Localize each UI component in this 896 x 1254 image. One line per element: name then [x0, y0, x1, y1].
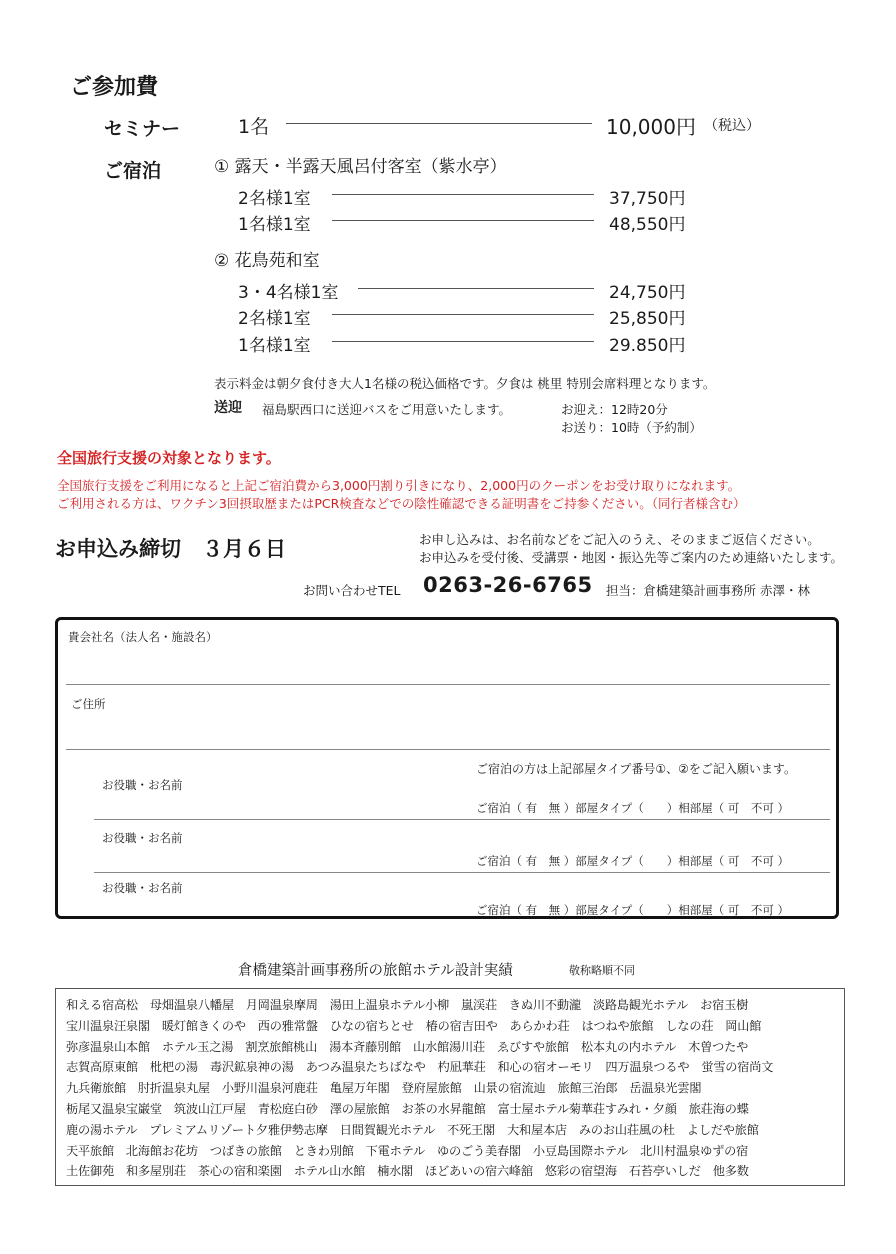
hotels-line: 鹿の湯ホテル プレミアムリゾート夕雅伊勢志摩 日間賀観光ホテル 不死王閣 大和屋本店 みのお山荘風の杜 よしだや旅館: [66, 1122, 759, 1137]
name-label-3: お役職・お名前: [102, 881, 183, 895]
stay-fields-1[interactable]: ご宿泊（ 有 無 ）部屋タイプ（ ）相部屋（ 可 不可 ）: [476, 801, 790, 815]
company-field[interactable]: [66, 684, 830, 685]
hotels-line: 宝川温泉汪泉閣 暖灯館きくのや 西の雅常盤 ひなの宿ちとせ 椿の宿吉田や あらかわ荘 はつねや旅館 しなの荘 岡山館: [66, 1018, 762, 1033]
room1-row2-price: 48,550円: [609, 215, 686, 235]
room2-row3-price: 29.850円: [609, 336, 686, 356]
leader-line: [286, 123, 592, 124]
room2-row1-price: 24,750円: [609, 283, 686, 303]
address-label: ご住所: [71, 697, 106, 711]
hotels-line: 栃尾又温泉宝巌堂 筑波山江戸屋 青松庭白砂 澤の屋旅館 お茶の水昇龍館 富士屋ホテル菊華荘すみれ・夕顔 旅荘海の蝶: [66, 1101, 749, 1116]
hotels-line: 和える宿高松 母畑温泉八幡屋 月岡温泉摩周 湯田上温泉ホテル小柳 嵐渓荘 きぬ川不動瀧 淡路島観光ホテル お宿玉樹: [66, 998, 749, 1012]
room1-title: ① 露天・半露天風呂付客室（紫水亭）: [214, 157, 507, 177]
room2-title: ② 花鳥苑和室: [214, 251, 320, 271]
room2-row1-item: 3・4名様1室: [238, 283, 339, 303]
shuttle-label: 送迎: [214, 400, 242, 416]
room-type-note: ご宿泊の方は上記部屋タイプ番号①、②をご記入願います。: [476, 762, 796, 776]
price-note: 表示料金は朝夕食付き大人1名様の税込価格です。夕食は 桃里 特別会席料理となります。: [214, 376, 716, 391]
shuttle-dropoff: お送り：10時（予約制）: [561, 420, 702, 435]
address-field[interactable]: [66, 749, 830, 750]
name-field-1[interactable]: [94, 819, 830, 820]
travel-support-line2: ご利用される方は、ワクチン3回摂取歴またはPCR検査などでの陰性確認できる証明書をご持参ください。（同行者様含む）: [57, 496, 746, 511]
tel-number[interactable]: 0263-26-6765: [423, 573, 593, 597]
name-label-1: お役職・お名前: [102, 778, 183, 792]
leader-line: [358, 288, 594, 289]
hotels-subtitle: 敬称略順不同: [569, 964, 635, 977]
deadline: お申込み締切 ３月６日: [55, 537, 286, 561]
tel-label: お問い合わせTEL: [303, 583, 401, 598]
travel-support-heading: 全国旅行支援の対象となります。: [57, 449, 281, 467]
deadline-info1: お申し込みは、お名前などをご記入のうえ、そのままご返信ください。: [419, 532, 820, 547]
leader-line: [332, 314, 594, 315]
hotels-line: 志賀高原東館 枇杷の湯 毒沢鉱泉神の湯 あつみ温泉たちばなや 杓凪華荘 和心の宿オーモリ 四万温泉つるや 蛍雪の宿尚文: [66, 1060, 774, 1075]
hotels-list: [55, 988, 845, 1186]
room2-row2-price: 25,850円: [609, 309, 686, 329]
stay-fields-2[interactable]: ご宿泊（ 有 無 ）部屋タイプ（ ）相部屋（ 可 不可 ）: [476, 854, 790, 868]
stay-fields-3[interactable]: ご宿泊（ 有 無 ）部屋タイプ（ ）相部屋（ 可 不可 ）: [476, 903, 790, 917]
hotels-title: 倉橋建築計画事務所の旅館ホテル設計実績: [238, 963, 513, 979]
deadline-info2: お申込みを受付後、受講票・地図・振込先等ご案内のため連絡いたします。: [419, 550, 844, 565]
seminar-price: 10,000円: [606, 115, 696, 139]
lodging-label: ご宿泊: [104, 160, 162, 182]
name-field-2[interactable]: [94, 872, 830, 873]
leader-line: [332, 194, 594, 195]
room1-row2-item: 1名様1室: [238, 215, 311, 235]
company-label: 貴会社名（法人名・施設名）: [68, 630, 218, 644]
leader-line: [332, 341, 594, 342]
room1-row1-item: 2名様1室: [238, 189, 311, 209]
fees-heading: ご参加費: [70, 75, 159, 100]
name-label-2: お役職・お名前: [102, 831, 183, 845]
hotels-line: 九兵衛旅館 肘折温泉丸屋 小野川温泉河鹿荘 亀屋万年閣 登府屋旅館 山景の宿流辿 旅館三治郎 岳温泉光雲閣: [66, 1081, 702, 1096]
leader-line: [332, 220, 594, 221]
seminar-item: 1名: [238, 116, 270, 138]
shuttle-pickup: お迎え：12時20分: [561, 402, 668, 417]
application-form: [55, 617, 839, 919]
seminar-label: セミナー: [104, 118, 181, 140]
hotels-line: 弥彦温泉山本館 ホテル玉之湯 割烹旅館桃山 湯本斉藤別館 山水館湯川荘 ゑびすや旅館 松本丸の内ホテル 木曽つたや: [66, 1039, 749, 1054]
contact-person: 担当：倉橋建築計画事務所 赤澤・林: [606, 583, 810, 598]
room2-row2-item: 2名様1室: [238, 309, 311, 329]
room1-row1-price: 37,750円: [609, 189, 686, 209]
room2-row3-item: 1名様1室: [238, 336, 311, 356]
travel-support-line1: 全国旅行支援をご利用になると上記ご宿泊費から3,000円割り引きになり、2,000円のクーポンをお受け取りになれます。: [57, 478, 741, 493]
shuttle-text: 福島駅西口に送迎バスをご用意いたします。: [262, 402, 512, 417]
hotels-line: 天平旅館 北海館お花坊 つばきの旅館 ときわ別館 下電ホテル ゆのごう美春閣 小豆島国際ホテル 北川村温泉ゆずの宿: [66, 1143, 749, 1158]
hotels-line: 土佐御苑 和多屋別荘 茶心の宿和楽園 ホテル山水館 楠水閣 ほどあいの宿六峰舘 悠彩の宿望海 石苔亭いしだ 他多数: [66, 1164, 749, 1179]
seminar-tax: （税込）: [704, 118, 760, 134]
